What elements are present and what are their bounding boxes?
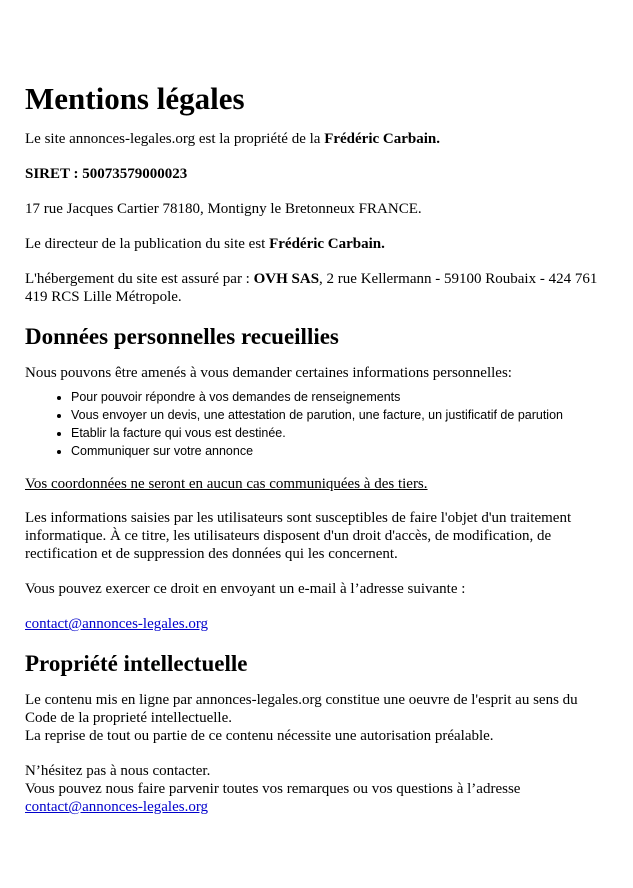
contact-line-2: Vous pouvez nous faire parvenir toutes vos remarques ou vos questions à l’adresse [25, 781, 521, 797]
list-item: • Pour pouvoir répondre à vos demandes de renseignements [71, 388, 610, 406]
contact-line-1: N’hésitez pas à nous contacter. [25, 763, 211, 779]
siret-paragraph [25, 165, 610, 183]
ip-paragraph [25, 691, 610, 745]
intro-text: Le site annonces-legales.org est la propriété de la [25, 131, 325, 147]
list-item: • Communiquer sur votre annonce [71, 442, 610, 460]
personal-data-intro: Nous pouvons être amenés à vous demander certaines informations personnelles: [25, 365, 512, 381]
hosting-suffix: , 2 rue Kellermann - 59100 Roubaix - 424 761 419 RCS Lille Métropole. [25, 271, 598, 305]
ip-heading: Propriété intellectuelle [25, 651, 248, 676]
privacy-notice-text: Vos coordonnées ne seront en aucun cas communiquées à des tiers. [25, 476, 428, 492]
director-text: Le directeur de la publication du site est [25, 236, 270, 252]
hosting-prefix: L'hébergement du site est assuré par : [25, 271, 254, 287]
hosting-paragraph [25, 270, 610, 306]
list-item: • Etablir la facture qui vous est destinée. [71, 424, 610, 442]
address-paragraph: 17 rue Jacques Cartier 78180, Montigny le Bretonneux FRANCE. [25, 201, 422, 217]
legal-page [25, 0, 610, 833]
owner-name: Frédéric Carbain. [324, 131, 440, 147]
ip-line-2: La reprise de tout ou partie de ce contenu nécessite une autorisation préalable. [25, 728, 494, 744]
contact-email-link-footer[interactable]: contact@annonces-legales.org [25, 799, 209, 815]
list-item: • Vous envoyer un devis, une attestation de parution, une facture, un justificatif de parution [71, 406, 610, 424]
privacy-notice [25, 475, 610, 493]
contact-email-link[interactable]: contact@annonces-legales.org [25, 616, 209, 632]
personal-data-list [25, 388, 610, 460]
rights-paragraph: Les informations saisies par les utilisateurs sont susceptibles de faire l'objet d'un traitement informatique. À ce titre, les utilisateurs disposent d'un droit d'accès, de modification, de rectification et de suppression des données qui les concernent. [25, 510, 572, 562]
exercise-paragraph: Vous pouvez exercer ce droit en envoyant un e-mail à l’adresse suivante : [25, 581, 466, 597]
siret-text: SIRET : 50073579000023 [25, 166, 188, 182]
personal-data-heading: Données personnelles recueillies [25, 324, 339, 349]
contact-paragraph [25, 762, 610, 816]
ip-line-1: Le contenu mis en ligne par annonces-legales.org constitue une oeuvre de l'esprit au sens du Code de la proprieté intellectuelle. [25, 692, 578, 726]
hosting-host: OVH SAS [253, 271, 320, 287]
page-title: Mentions légales [25, 81, 245, 116]
director-paragraph [25, 235, 610, 253]
email-paragraph [25, 615, 610, 633]
intro-paragraph [25, 130, 610, 148]
director-name: Frédéric Carbain. [269, 236, 385, 252]
